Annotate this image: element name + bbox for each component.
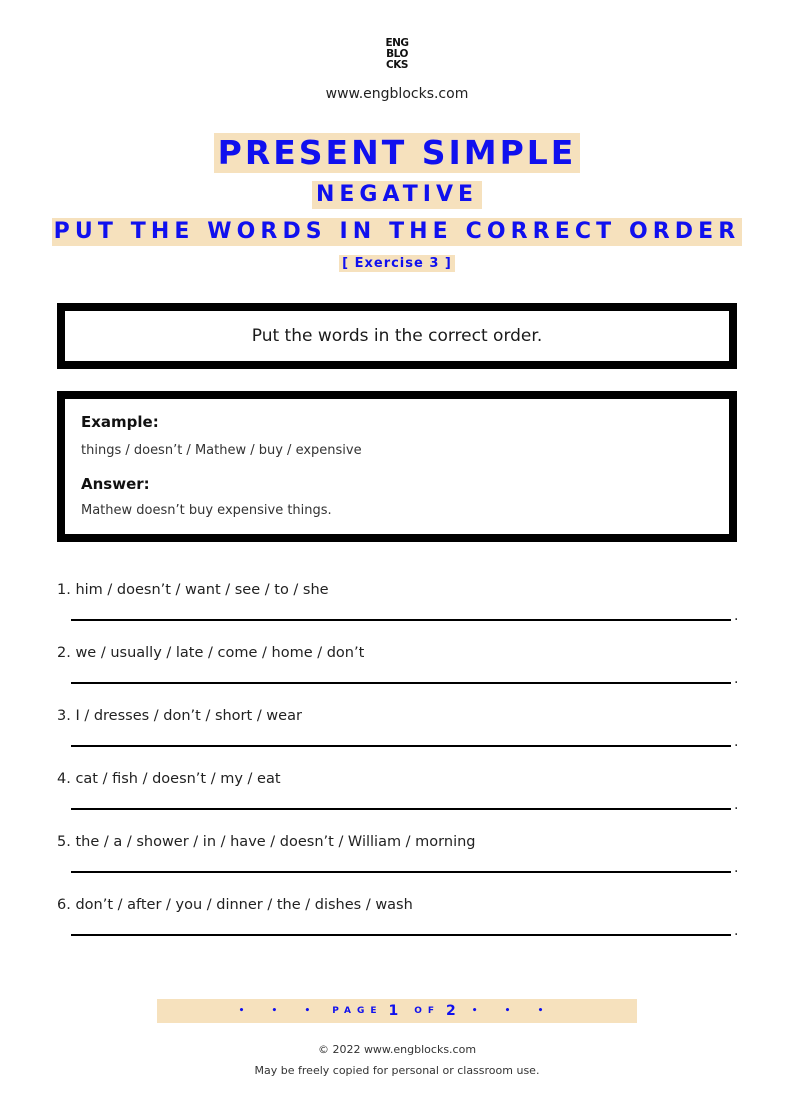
logo-line: ENG	[385, 37, 409, 49]
answer-end-mark: .	[734, 797, 739, 813]
instruction-box	[57, 303, 737, 369]
answer-end-mark: .	[734, 608, 739, 624]
pager-dots-right: • • •	[471, 1006, 556, 1016]
answer-line[interactable]	[71, 871, 731, 873]
question-text: 6. don’t / after / you / dinner / the / dishes / wash	[57, 897, 413, 913]
pager-current: 1	[388, 1003, 399, 1019]
answer-text: Mathew doesn’t buy expensive things.	[81, 503, 332, 518]
answer-end-mark: .	[734, 923, 739, 939]
answer-end-mark: .	[734, 860, 739, 876]
answer-label: Answer:	[81, 475, 150, 493]
answer-end-mark: .	[734, 671, 739, 687]
question-text: 2. we / usually / late / come / home / don’t	[57, 645, 365, 661]
logo-line: BLO	[386, 48, 408, 60]
engblocks-logo	[0, 38, 794, 71]
pager-of-word: OF	[414, 1006, 441, 1016]
answer-line[interactable]	[71, 934, 731, 936]
logo-line: CKS	[386, 59, 408, 71]
question-text: 4. cat / fish / doesn’t / my / eat	[57, 771, 281, 787]
question-text: 1. him / doesn’t / want / see / to / she	[57, 582, 329, 598]
page-title: PRESENT SIMPLE	[214, 133, 581, 173]
example-text: things / doesn’t / Mathew / buy / expensive	[81, 443, 362, 458]
example-box	[57, 391, 737, 542]
answer-line[interactable]	[71, 745, 731, 747]
exercise-label: [ Exercise 3 ]	[339, 255, 455, 272]
task-title: PUT THE WORDS IN THE CORRECT ORDER	[53, 219, 741, 244]
example-label: Example:	[81, 413, 159, 431]
pager-total: 2	[446, 1003, 456, 1019]
page-subtitle: NEGATIVE	[312, 181, 482, 209]
site-url[interactable]: www.engblocks.com	[325, 86, 469, 102]
page-indicator	[157, 999, 637, 1023]
footer-license: May be freely copied for personal or classroom use.	[254, 1064, 540, 1077]
footer-copyright: © 2022 www.engblocks.com	[317, 1043, 477, 1056]
pager-page-word: PAGE	[332, 1006, 383, 1016]
answer-line[interactable]	[71, 682, 731, 684]
question-text: 5. the / a / shower / in / have / doesn’t / William / morning	[57, 834, 476, 850]
answer-end-mark: .	[734, 734, 739, 750]
answer-line[interactable]	[71, 808, 731, 810]
instruction-text: Put the words in the correct order.	[251, 326, 543, 346]
answer-line[interactable]	[71, 619, 731, 621]
pager-dots-left: • • •	[238, 1006, 323, 1016]
question-text: 3. I / dresses / don’t / short / wear	[57, 708, 302, 724]
